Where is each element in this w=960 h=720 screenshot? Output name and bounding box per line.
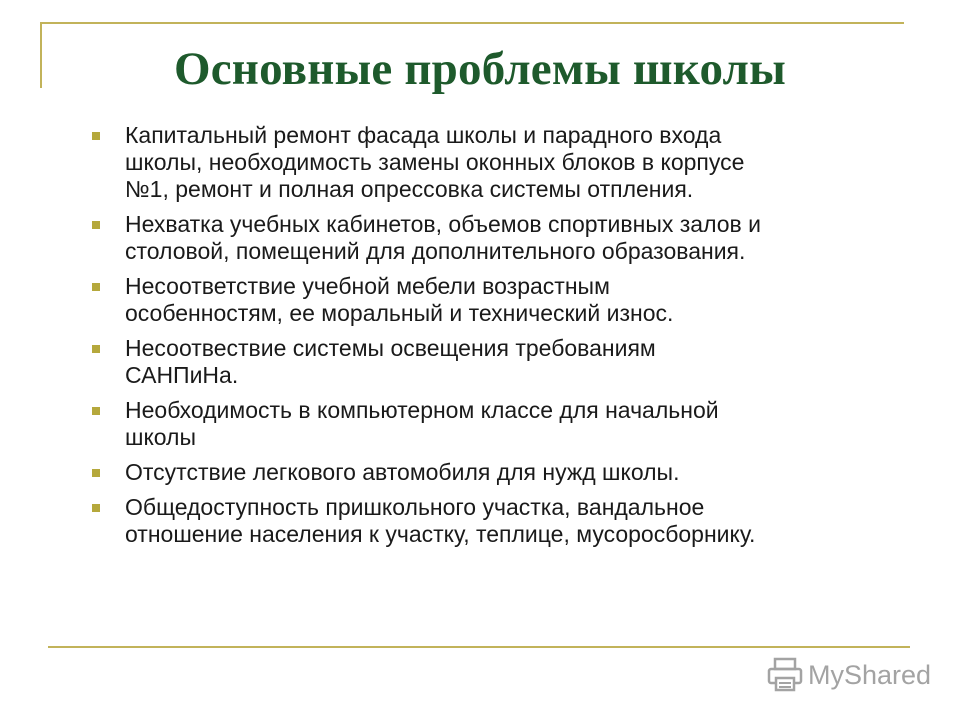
frame-top-line xyxy=(40,22,904,24)
list-item xyxy=(92,122,912,203)
slide-title: Основные проблемы школы xyxy=(173,43,787,95)
list-item-line: Общедоступность пришкольного участка, вандальное xyxy=(125,494,705,520)
watermark xyxy=(766,655,931,695)
list-item-line: школы, необходимость замены оконных блоков в корпусе xyxy=(125,149,745,175)
list-item-line: Нехватка учебных кабинетов, объемов спортивных залов и xyxy=(125,211,762,237)
list-item xyxy=(92,397,912,451)
list-item xyxy=(92,335,912,389)
list-item-line: №1, ремонт и полная опрессовка системы отпления. xyxy=(125,176,694,202)
list-item xyxy=(92,211,912,265)
bullet-icon xyxy=(92,283,100,291)
list-item xyxy=(92,273,912,327)
list-item xyxy=(92,494,912,548)
bullet-icon xyxy=(92,132,100,140)
bullet-icon xyxy=(92,469,100,477)
printer-icon xyxy=(766,656,804,694)
list-item-line: столовой, помещений для дополнительного образования. xyxy=(125,238,746,264)
list-item-line: отношение населения к участку, теплице, мусоросборнику. xyxy=(125,521,756,547)
bullet-icon xyxy=(92,504,100,512)
list-item-line: САНПиНа. xyxy=(125,362,239,388)
list-item-line: Несоответствие учебной мебели возрастным xyxy=(125,273,610,299)
frame-bottom-line xyxy=(48,646,910,648)
list-item-line: Капитальный ремонт фасада школы и парадного входа xyxy=(125,122,722,148)
bullet-icon xyxy=(92,221,100,229)
list-item-line: Отсутствие легкового автомобиля для нужд школы. xyxy=(125,459,680,485)
watermark-text: MyShared xyxy=(808,659,932,690)
list-item-line: Необходимость в компьютерном классе для начальной xyxy=(125,397,719,423)
bullet-icon xyxy=(92,345,100,353)
list-item-line: школы xyxy=(125,424,197,450)
problem-list xyxy=(92,122,912,556)
list-item-line: Несоотвествие системы освещения требованиям xyxy=(125,335,656,361)
bullet-icon xyxy=(92,407,100,415)
list-item xyxy=(92,459,912,486)
list-item-line: особенностям, ее моральный и технический износ. xyxy=(125,300,674,326)
